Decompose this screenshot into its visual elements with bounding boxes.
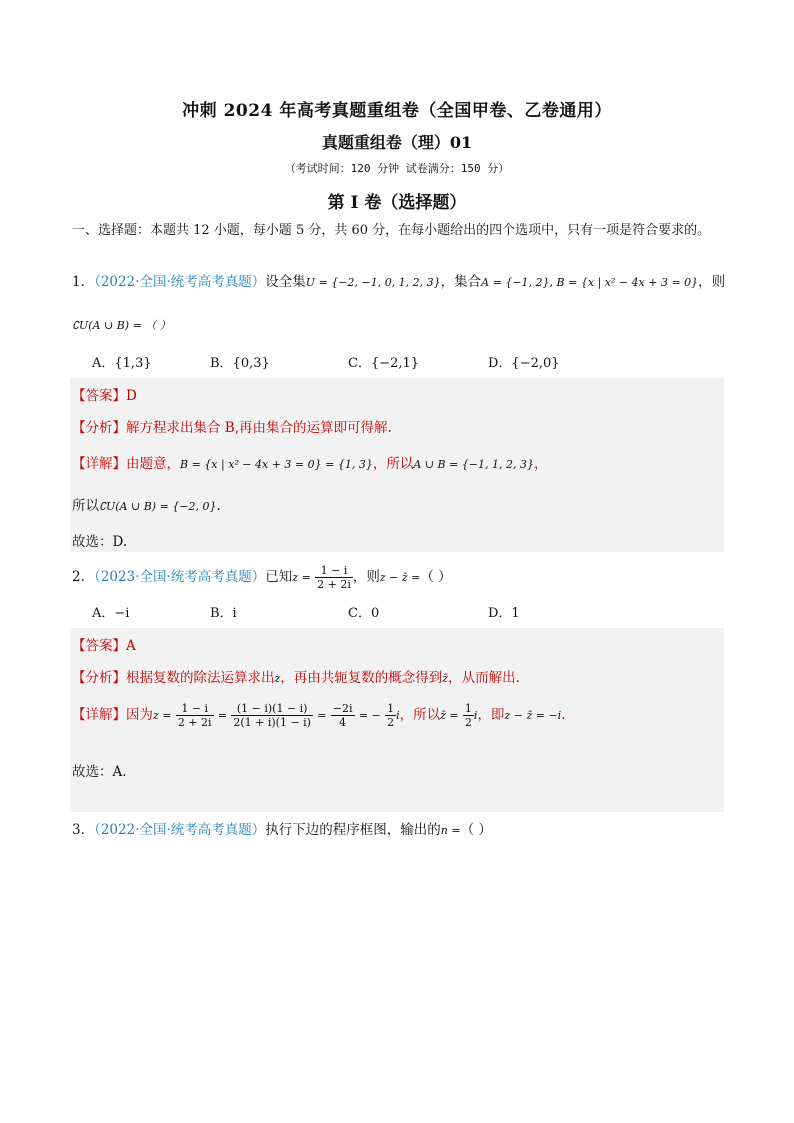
numerator: −2i (332, 702, 353, 715)
detail-text: 所以 (72, 498, 99, 514)
equals: = − (358, 709, 381, 722)
denominator: 2(1 + i)(1 − i) (233, 716, 311, 729)
detail-tag: 【详解】 (72, 456, 126, 472)
stem-math: z = (292, 571, 311, 584)
exam-info: （考试时间：120 分钟 试卷满分：150 分） (284, 162, 510, 175)
stem-text: （ ） (460, 822, 492, 838)
detail-text: ，即 (477, 707, 505, 723)
detail-text: ，所以 (399, 707, 441, 723)
detail-text: 由题意， (126, 456, 180, 472)
analysis-math: z̄ (442, 672, 449, 685)
answer-2 (72, 634, 136, 654)
set-u: U = {−2, −1, 0, 1, 2, 3} (305, 276, 441, 289)
detail-math: i (473, 709, 478, 722)
stem-text: 执行下边的程序框图，输出的 (265, 822, 441, 838)
analysis-text: ，从而解出. (448, 670, 520, 686)
stem-text: ，则 (352, 569, 380, 585)
equals: = (317, 709, 327, 722)
question-1-stem (72, 272, 732, 293)
exam-subtitle: 真题重组卷（理）01 (321, 133, 473, 152)
detail-math: z − z̄ = −i (504, 709, 562, 722)
answer-value: A (126, 638, 136, 654)
detail-tag: 【详解】 (72, 707, 126, 723)
detail-1-line1 (72, 452, 547, 472)
option-d: D．1 (488, 606, 520, 621)
question-number: 3． (72, 822, 95, 838)
detail-text: . (561, 707, 566, 723)
detail-math: B = {x | x² − 4x + 3 = 0} = {1, 3} (180, 458, 373, 471)
stem-text: ，集合 (440, 274, 482, 290)
option-b: B．{0,3} (210, 356, 270, 371)
exam-title: 冲刺 2024 年高考真题重组卷（全国甲卷、乙卷通用） (182, 101, 612, 121)
fraction (331, 702, 355, 729)
numerator: 1 (464, 702, 472, 715)
option-a: A．−i (92, 606, 130, 621)
conclusion-2: 故选：A. (72, 764, 127, 780)
question-1-stem-line2: ∁U(A ∪ B) = （ ） (72, 319, 171, 332)
analysis-math: z (274, 672, 281, 685)
option-d: D．{−2,0} (488, 356, 560, 371)
stem-math: n = (440, 824, 461, 837)
detail-math: A ∪ B = {−1, 1, 2, 3} (413, 458, 534, 471)
detail-text: . (216, 498, 221, 514)
section-title: 第 I 卷（选择题） (327, 193, 467, 213)
analysis-2 (72, 666, 520, 686)
analysis-1 (72, 416, 392, 436)
fraction (463, 702, 474, 729)
detail-2 (72, 702, 565, 729)
detail-text: ，所以 (372, 456, 414, 472)
question-source: （2022·全国·统考高考真题） (94, 274, 266, 290)
denominator: 2 (464, 716, 472, 729)
numerator: 1 (387, 702, 395, 715)
conclusion-1: 故选：D. (72, 534, 128, 550)
question-source: （2023·全国·统考高考真题） (94, 569, 266, 585)
answer-value: D (126, 388, 137, 404)
option-c: C．0 (348, 606, 380, 621)
stem-math: z − z̄ = (379, 571, 421, 584)
stem-text: 设全集 (265, 274, 306, 290)
fraction (231, 702, 313, 729)
detail-1-line2 (72, 494, 221, 514)
question-source: （2022·全国·统考高考真题） (94, 822, 266, 838)
stem-text: ，则 (698, 274, 726, 290)
answer-tag: 【答案】 (72, 388, 126, 404)
detail-math: z̄ = (440, 709, 459, 722)
stem-text: （ ） (420, 569, 452, 585)
question-2-stem (72, 564, 732, 591)
numerator: 1 − i (315, 564, 353, 578)
denominator: 2 + 2i (317, 578, 351, 591)
detail-text: 因为 (126, 707, 153, 723)
option-b: B．i (210, 606, 237, 621)
denominator: 2 (387, 716, 395, 729)
analysis-text: ，再由共轭复数的概念得到 (280, 670, 443, 686)
detail-text: ， (533, 456, 548, 472)
denominator: 4 (339, 716, 347, 729)
question-number: 1． (72, 274, 95, 290)
detail-math: z = (153, 709, 172, 722)
question-number: 2． (72, 569, 95, 585)
fraction (176, 702, 214, 729)
analysis-text: 解方程求出集合 B,再由集合的运算即可得解. (126, 420, 392, 436)
analysis-text: 根据复数的除法运算求出 (126, 670, 275, 686)
detail-math: i (396, 709, 400, 722)
question-3-stem (72, 820, 732, 841)
equals: = (217, 709, 228, 722)
fraction (385, 702, 396, 729)
numerator: 1 − i (176, 702, 214, 716)
numerator: (1 − i)(1 − i) (231, 702, 313, 716)
instructions: 一、选择题：本题共 12 小题，每小题 5 分，共 60 分，在每小题给出的四个选项中，只有一项是符合要求的。 (72, 223, 711, 238)
answer-1 (72, 384, 137, 404)
analysis-tag: 【分析】 (72, 420, 126, 436)
fraction (315, 564, 353, 591)
answer-tag: 【答案】 (72, 638, 126, 654)
analysis-tag: 【分析】 (72, 670, 126, 686)
detail-math: ∁U(A ∪ B) = {−2, 0} (99, 500, 217, 513)
option-a: A．{1,3} (92, 356, 152, 371)
stem-text: 已知 (265, 569, 293, 585)
option-c: C．{−2,1} (348, 356, 420, 371)
denominator: 2 + 2i (177, 716, 212, 729)
set-a-b: A = {−1, 2}, B = {x | x² − 4x + 3 = 0} (481, 276, 699, 289)
